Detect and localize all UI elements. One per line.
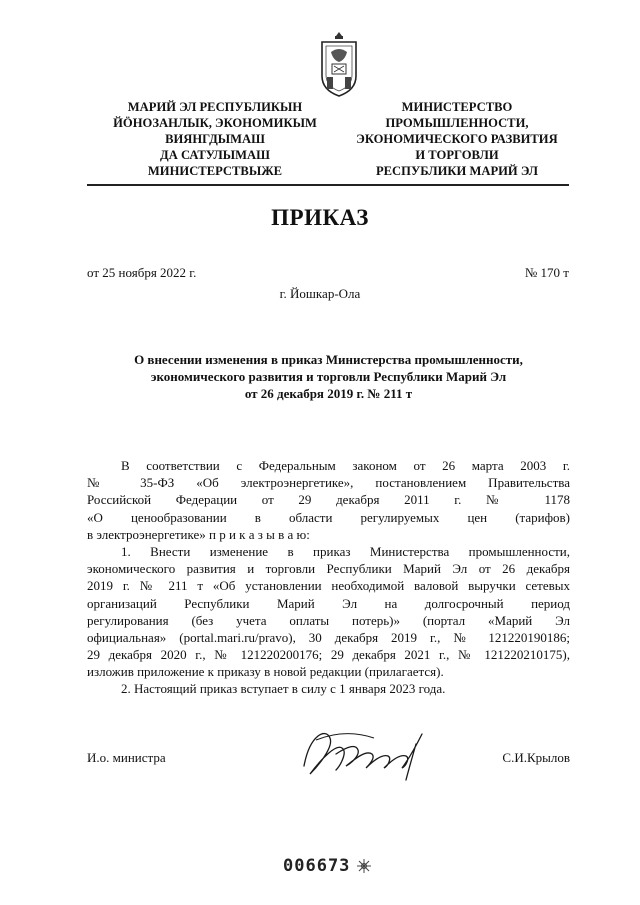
body-line: 29 декабря 2020 г., № 121220200176; 29 декабря 2021 г., № 121220210175), <box>87 647 570 663</box>
serial-number: 006673 <box>283 856 351 876</box>
header-russian-line: И ТОРГОВЛИ <box>415 148 499 162</box>
document-title: ПРИКАЗ <box>271 205 369 230</box>
body-line: изложив приложение к приказу в новой редакции (прилагается). <box>87 664 444 680</box>
header-mari-line: ДА САТУЛЫМАШ <box>160 148 270 162</box>
order-number: № 170 т <box>524 265 569 280</box>
body-line: № 35-ФЗ «Об электроэнергетике», постановлением Правительства <box>87 475 570 491</box>
header-mari-line: ВИЯНГДЫМАШ <box>165 132 265 146</box>
subject-line: экономического развития и торговли Республики Марий Эл <box>150 369 507 384</box>
header-mari-line: МИНИСТЕРСТВЫЖЕ <box>147 164 283 178</box>
handwritten-signature <box>296 724 432 784</box>
order-subject <box>87 351 570 402</box>
header-russian <box>332 99 582 179</box>
body-line: регулирования (без учета оплаты потерь)» (портал «Марий Эл <box>87 612 570 628</box>
body-line: экономического развития и торговли Республики Марий Эл от 26 декабря <box>87 561 570 577</box>
asterisk-mark-icon <box>356 858 372 874</box>
order-body <box>87 457 570 698</box>
header-russian-line: МИНИСТЕРСТВО <box>401 100 513 114</box>
order-city: г. Йошкар-Ола <box>279 286 361 301</box>
body-line: 2. Настоящий приказ вступает в силу с 1 января 2023 года. <box>121 681 446 697</box>
order-date: от 25 ноября 2022 г. <box>87 265 197 280</box>
header-mari-line: ЙӦНОЗАНЛЫК, ЭКОНОМИКЫМ <box>113 116 317 130</box>
signatory-name: С.И.Крылов <box>502 750 570 765</box>
header-russian-line: ПРОМЫШЛЕННОСТИ, <box>385 116 529 130</box>
body-line: организаций Республики Марий Эл на долгосрочный период <box>87 595 570 611</box>
header-russian-line: ЭКОНОМИЧЕСКОГО РАЗВИТИЯ <box>356 132 558 146</box>
body-line: «О ценообразовании в области регулируемых цен (тарифов) <box>87 509 570 525</box>
body-line: 1. Внести изменение в приказ Министерства промышленности, <box>121 543 570 559</box>
header-divider <box>87 184 569 186</box>
subject-line: от 26 декабря 2019 г. № 211 т <box>244 386 413 401</box>
body-line: Российской Федерации от 29 декабря 2011 г. № 1178 <box>87 492 570 508</box>
header-mari <box>100 99 330 179</box>
body-line: в электроэнергетике» п р и к а з ы в а ю: <box>87 526 310 542</box>
header-russian-line: РЕСПУБЛИКИ МАРИЙ ЭЛ <box>375 164 539 178</box>
subject-line: О внесении изменения в приказ Министерства промышленности, <box>134 352 523 367</box>
body-line: В соответствии с Федеральным законом от 26 марта 2003 г. <box>121 458 570 473</box>
coat-of-arms-icon <box>318 30 360 98</box>
signatory-position: И.о. министра <box>87 750 166 765</box>
body-line: официальная» (portal.mari.ru/pravo), 30 декабря 2019 г., № 121220190186; <box>87 629 570 645</box>
body-line: 2019 г. № 211 т «Об установлении необходимой валовой выручки сетевых <box>87 578 570 594</box>
header-mari-line: МАРИЙ ЭЛ РЕСПУБЛИКЫН <box>127 100 303 114</box>
